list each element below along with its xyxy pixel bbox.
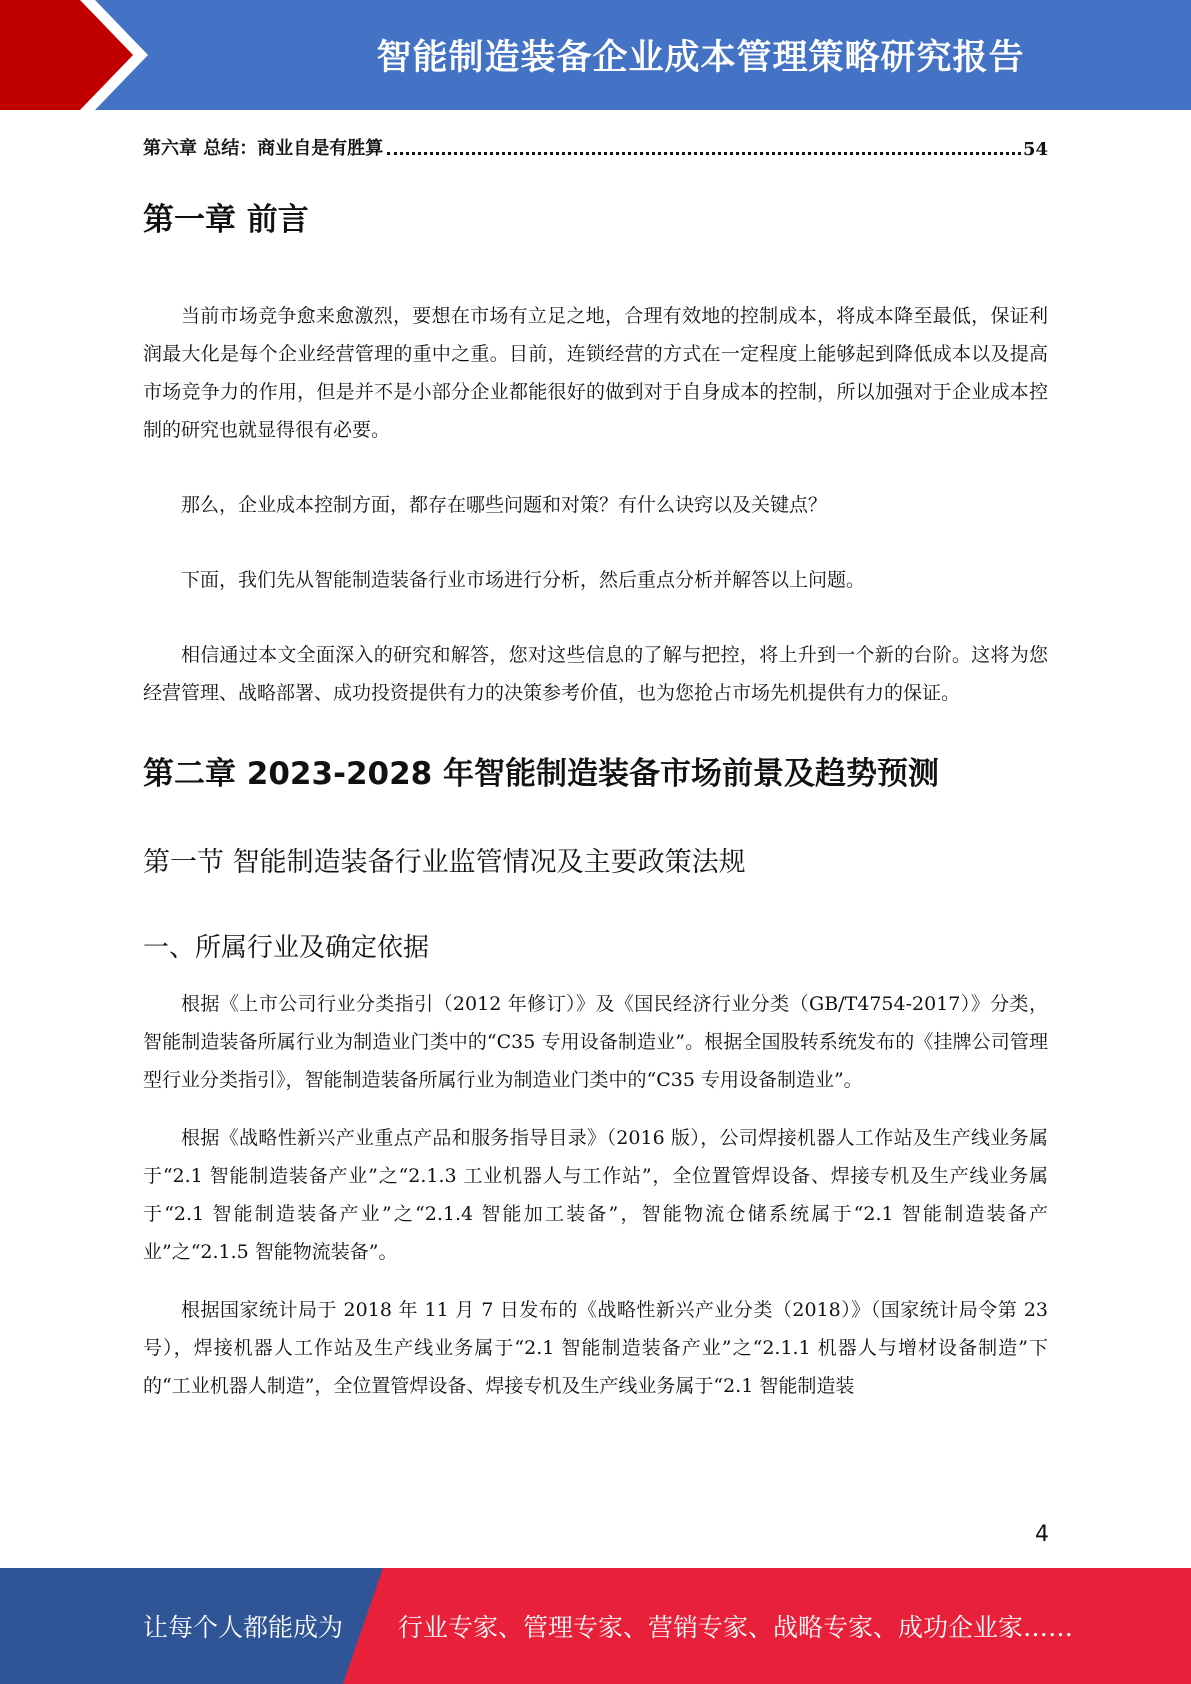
chapter1-title: 第一章 前言 xyxy=(143,202,309,238)
chapter2-title: 第二章 2023-2028 年智能制造装备市场前景及趋势预测 xyxy=(143,756,940,793)
toc-entry-page: 54 xyxy=(1022,139,1048,160)
page-header xyxy=(0,0,1191,110)
toc-entry[interactable] xyxy=(143,130,1048,160)
footer-slogan-right: 行业专家、管理专家、营销专家、战略专家、成功企业家…… xyxy=(398,1613,1074,1642)
chapter1-paragraph-4: 相信通过本文全面深入的研究和解答，您对这些信息的了解与把控，将上升到一个新的台阶。这将为您经营管理、战略部署、成功投资提供有力的决策参考价值，也为您抢占市场先机提供有力的保证。 xyxy=(143,644,1048,705)
subsection1-paragraph-1: 根据《上市公司行业分类指引（2012 年修订）》及《国民经济行业分类（GB/T4754-2017）》分类，智能制造装备所属行业为制造业门类中的“C35 专用设备制造业”。根据全国股转系统发布的《挂牌公司管理型行业分类指引》，智能制造装备所属行业为制造业门类中的“C35 专用设备制造业”。 xyxy=(143,993,1048,1092)
chapter1-paragraph-3: 下面，我们先从智能制造装备行业市场进行分析，然后重点分析并解答以上问题。 xyxy=(181,569,866,592)
document-body xyxy=(143,190,1048,1405)
subsection1-paragraph-2: 根据《战略性新兴产业重点产品和服务指导目录》（2016 版），公司焊接机器人工作站及生产线业务属于“2.1 智能制造装备产业”之“2.1.3 工业机器人与工作站”，全位置管焊设备、焊接专机及生产线业务属于“2.1 智能制造装备产业”之“2.1.4 智能加工装备”，智能物流仓储系统属于“2.1 智能制造装备产业”之“2.1.5 智能物流装备”。 xyxy=(143,1127,1048,1264)
toc-dot-leader xyxy=(387,152,1021,155)
toc-entry-label: 第六章 总结：商业自是有胜算 xyxy=(143,138,384,159)
header-title: 智能制造装备企业成本管理策略研究报告 xyxy=(376,38,1025,78)
subsection1-paragraph-3: 根据国家统计局于 2018 年 11 月 7 日发布的《战略性新兴产业分类（2018）》（国家统计局令第 23 号），焊接机器人工作站及生产线业务属于“2.1 智能制造装备产业”之“2.1.1 机器人与增材设备制造”下的“工业机器人制造”，全位置管焊设备、焊接专机及生产线业务属于“2.1 智能制造装 xyxy=(143,1299,1048,1398)
chapter1-paragraph-1: 当前市场竞争愈来愈激烈，要想在市场有立足之地，合理有效地的控制成本，将成本降至最低，保证利润最大化是每个企业经营管理的重中之重。目前，连锁经营的方式在一定程度上能够起到降低成本以及提高市场竞争力的作用，但是并不是小部分企业都能很好的做到对于自身成本的控制，所以加强对于企业成本控制的研究也就显得很有必要。 xyxy=(143,305,1048,442)
page-footer xyxy=(0,1568,1191,1684)
subsection1-title: 一、所属行业及确定依据 xyxy=(143,932,430,963)
chapter1-paragraph-2: 那么，企业成本控制方面，都存在哪些问题和对策？有什么诀窍以及关键点？ xyxy=(181,494,828,517)
section1-title: 第一节 智能制造装备行业监管情况及主要政策法规 xyxy=(143,846,746,878)
page-number: 4 xyxy=(1035,1522,1049,1547)
footer-slogan-left: 让每个人都能成为 xyxy=(143,1613,344,1642)
